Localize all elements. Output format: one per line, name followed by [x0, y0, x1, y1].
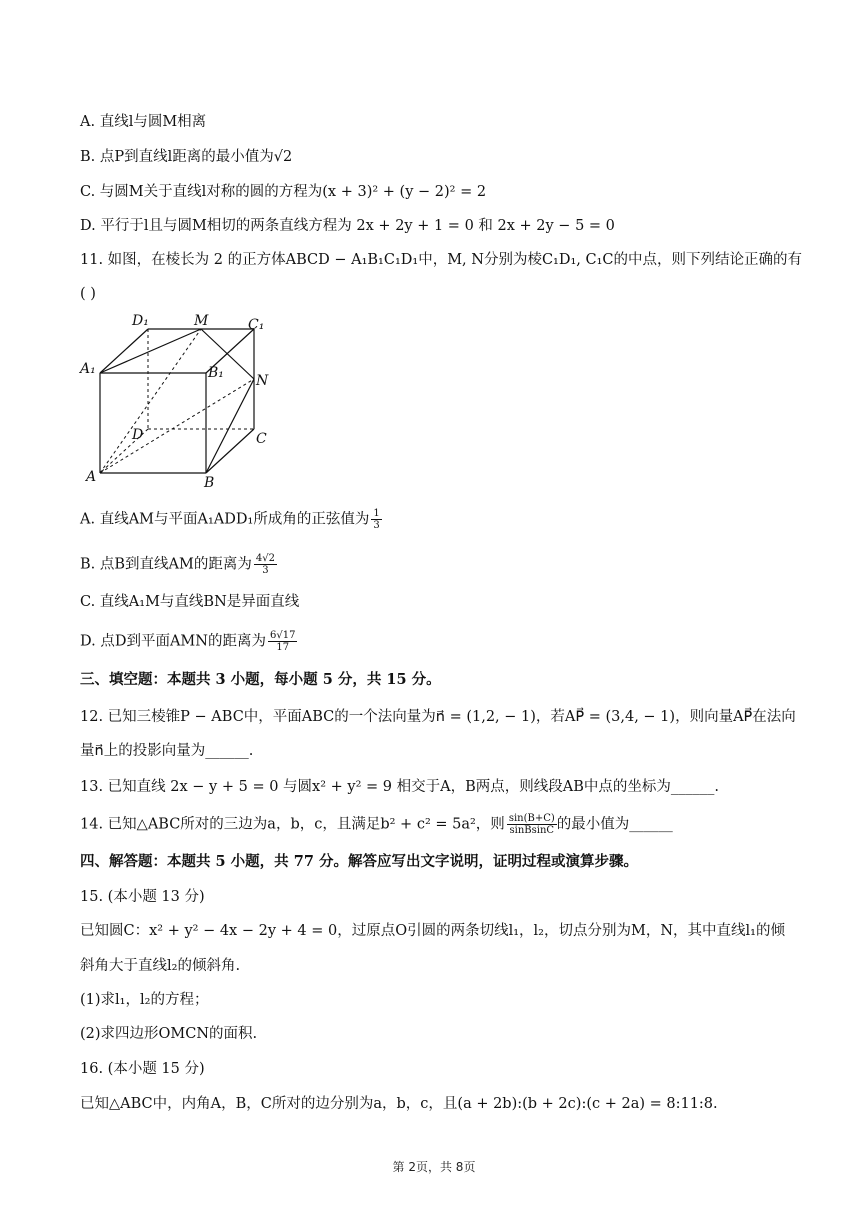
label-c1: C₁ — [248, 317, 265, 333]
fraction-numerator: sin(B+C) — [508, 813, 555, 824]
fraction-numerator: 6√17 — [269, 630, 296, 641]
label-a: A — [86, 469, 97, 485]
q15-part2: (2)求四边形OMCN的面积. — [80, 1026, 258, 1042]
cube-figure — [78, 305, 288, 490]
q11-option-b-fraction — [254, 553, 277, 576]
label-a1: A₁ — [80, 361, 96, 377]
section3-header: 三、填空题：本题共 3 小题，每小题 5 分，共 15 分。 — [80, 671, 441, 688]
q11-answer-paren: ( ) — [80, 286, 96, 302]
label-m: M — [194, 313, 209, 329]
q12-line1: 12. 已知三棱锥P − ABC中，平面ABC的一个法向量为n⃗ = (1,2, − 1)，若AP⃗ = (3,4, − 1)，则向量AP⃗在法向 — [80, 709, 796, 725]
q11-option-d-text: D. 点D到平面AMN的距离为 — [80, 633, 266, 650]
q10-option-a: A. 直线l与圆M相离 — [80, 114, 207, 130]
q11-option-c: C. 直线A₁M与直线BN是异面直线 — [80, 594, 300, 610]
fraction-denominator: sinBsinC — [509, 825, 555, 836]
label-n: N — [256, 373, 269, 389]
label-b: B — [204, 475, 215, 490]
label-b1: B₁ — [208, 365, 224, 381]
q14-tail: 的最小值为______ — [556, 816, 673, 833]
fraction-denominator: 3 — [262, 565, 269, 576]
q15-line1: 已知圆C：x² + y² − 4x − 2y + 4 = 0，过原点O引圆的两条切线l₁，l₂，切点分别为M，N，其中直线l₁的倾 — [80, 923, 785, 939]
q10-option-b: B. 点P到直线l距离的最小值为√2 — [80, 149, 293, 165]
q14 — [80, 813, 673, 836]
page-footer: 第 2页，共 8页 — [392, 1160, 476, 1174]
q10-option-c: C. 与圆M关于直线l对称的圆的方程为(x + 3)² + (y − 2)² = 2 — [80, 184, 487, 200]
section4-header: 四、解答题：本题共 5 小题，共 77 分。解答应写出文字说明，证明过程或演算步骤。 — [80, 853, 638, 870]
q11-option-b-text: B. 点B到直线AM的距离为 — [80, 556, 252, 573]
q16-line1: 已知△ABC中，内角A，B，C所对的边分别为a，b，c，且(a + 2b):(b + 2c):(c + 2a) = 8:11:8. — [80, 1096, 718, 1112]
q14-fraction — [507, 813, 557, 836]
fraction-numerator: 1 — [373, 508, 380, 519]
q11-option-d-fraction — [268, 630, 297, 653]
fraction-denominator: 17 — [276, 642, 290, 653]
q15-part1: (1)求l₁，l₂的方程； — [80, 992, 209, 1008]
fraction-denominator: 3 — [373, 520, 380, 531]
label-d: D — [132, 427, 144, 443]
q11-stem: 11. 如图，在棱长为 2 的正方体ABCD − A₁B₁C₁D₁中，M, N分别为棱C₁D₁, C₁C的中点，则下列结论正确的有 — [80, 252, 803, 268]
q15-header: 15. (本小题 13 分) — [80, 889, 205, 905]
label-c: C — [256, 431, 267, 447]
label-d1: D₁ — [132, 313, 149, 329]
q11-option-d — [80, 630, 297, 653]
q11-option-a — [80, 508, 382, 531]
q15-line2: 斜角大于直线l₂的倾斜角. — [80, 958, 241, 974]
q13: 13. 已知直线 2x − y + 5 = 0 与圆x² + y² = 9 相交于A，B两点，则线段AB中点的坐标为______. — [80, 779, 719, 795]
fraction-numerator: 4√2 — [255, 553, 275, 564]
q14-text: 14. 已知△ABC所对的三边为a，b，c，且满足b² + c² = 5a²，则 — [80, 816, 505, 833]
q10-option-d: D. 平行于l且与圆M相切的两条直线方程为 2x + 2y + 1 = 0 和 2x + 2y − 5 = 0 — [80, 218, 615, 234]
q11-option-a-fraction — [371, 508, 381, 531]
q16-header: 16. (本小题 15 分) — [80, 1061, 205, 1077]
q11-option-a-text: A. 直线AM与平面A₁ADD₁所成角的正弦值为 — [80, 511, 370, 528]
q11-option-b — [80, 553, 277, 576]
q12-line2: 量n⃗上的投影向量为______. — [80, 743, 254, 759]
